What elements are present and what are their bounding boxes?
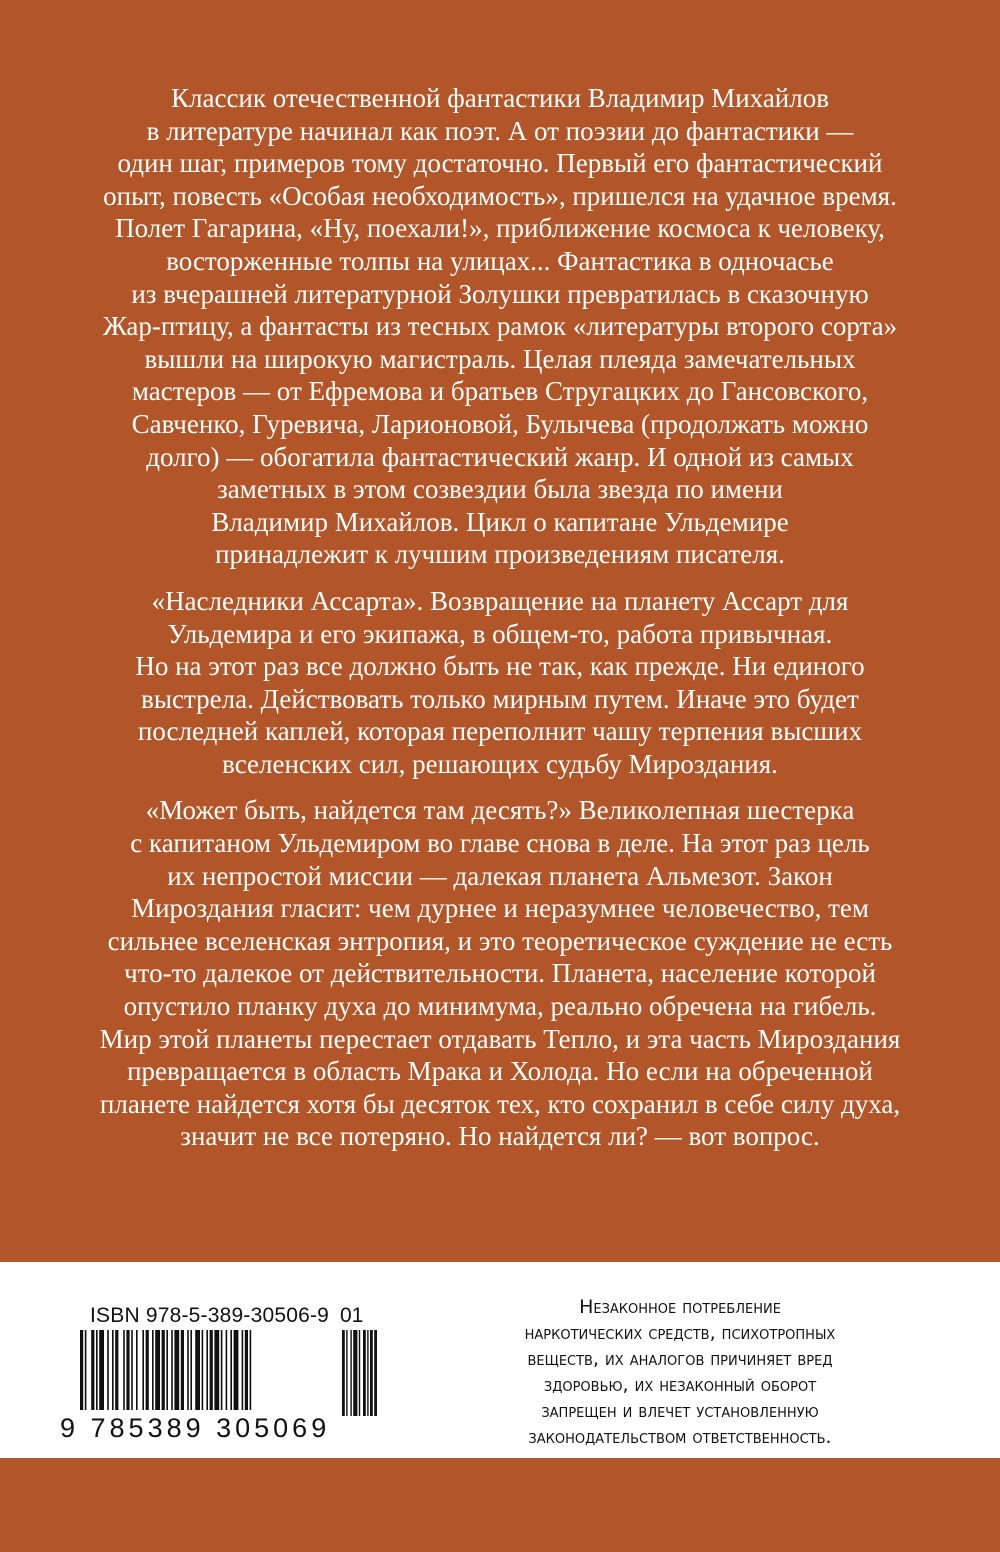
- blurb-line: вышли на широкую магистраль. Целая плеяда замечательных: [144, 343, 856, 374]
- warning-line: запрещен и влечет установленную: [541, 1400, 819, 1422]
- barcode-addon: 01: [340, 1304, 364, 1327]
- warning-line: здоровью, их незаконный оборот: [543, 1374, 817, 1396]
- blurb-line: опустило планку духа до минимума, реально обречена на гибель.: [123, 991, 877, 1022]
- blurb-line: восторженные толпы на улицах... Фантастика в одночасье: [166, 245, 834, 276]
- blurb-line: Жар-птицу, а фантасты из тесных рамок «литературы второго сорта»: [102, 311, 898, 342]
- warning-line: веществ, их аналогов причиняет вред: [527, 1348, 833, 1370]
- blurb-line: один шаг, примеров тому достаточно. Первый его фантастический: [117, 148, 883, 179]
- blurb-line: их непростой миссии — далекая планета Альмезот. Закон: [167, 860, 833, 891]
- blurb-line: Полет Гагарина, «Ну, поехали!», приближение космоса к человеку,: [115, 213, 885, 244]
- blurb-line: Мир этой планеты перестает отдавать Тепло, и эта часть Мироздания: [99, 1023, 901, 1054]
- blurb-line: планете найдется хотя бы десяток тех, кто сохранил в себе силу духа,: [99, 1088, 901, 1119]
- blurb-line: выстрела. Действовать только мирным путем. Иначе это будет: [141, 683, 859, 714]
- warning-line: законодательством ответственность.: [528, 1426, 832, 1448]
- warning-line: Незаконное потребление: [579, 1296, 781, 1318]
- blurb-line: последней каплей, которая переполнит чашу терпения высших: [137, 716, 863, 747]
- blurb-line: Владимир Михайлов. Цикл о капитане Ульдемире: [211, 506, 789, 537]
- blurb-paragraph-1: [40, 82, 960, 571]
- blurb-line: «Наследники Ассарта». Возвращение на планету Ассарт для: [151, 585, 849, 616]
- blurb-paragraph-3: [40, 794, 960, 1153]
- barcode-icon: [80, 1330, 380, 1416]
- blurb-line: опыт, повесть «Особая необходимость», пришелся на удачное время.: [103, 180, 897, 211]
- back-cover-blurb: [40, 82, 960, 1167]
- legal-band: [0, 1262, 1000, 1458]
- isbn-label: ISBN 978-5-389-30506-9: [90, 1304, 330, 1327]
- blurb-line: Но на этот раз все должно быть не так, как прежде. Ни единого: [135, 651, 865, 682]
- blurb-line: заметных в этом созвездии была звезда по имени: [217, 474, 783, 505]
- blurb-line: вселенских сил, решающих судьбу Мироздания.: [222, 748, 778, 779]
- blurb-line: Классик отечественной фантастики Владимир Михайлов: [171, 83, 829, 113]
- blurb-line: в литературе начинал как поэт. А от поэзии до фантастики —: [146, 115, 854, 146]
- blurb-line: из вчерашней литературной Золушки превратилась в сказочную: [131, 278, 869, 309]
- blurb-line: сильнее вселенская энтропия, и это теоретическое суждение не есть: [107, 925, 893, 956]
- blurb-line: долго) — обогатила фантастический жанр. И одной из самых: [146, 441, 854, 472]
- health-warning: [440, 1294, 920, 1450]
- barcode-digits: 9 785389 305069: [60, 1413, 331, 1443]
- blurb-line: принадлежит к лучшим произведениям писателя.: [215, 539, 785, 570]
- blurb-line: с капитаном Ульдемиром во главе снова в деле. На этот раз цель: [130, 828, 870, 859]
- blurb-line: значит не все потеряно. Но найдется ли? — вот вопрос.: [180, 1121, 820, 1152]
- blurb-paragraph-2: [40, 585, 960, 781]
- blurb-line: мастеров — от Ефремова и братьев Стругацких до Гансовского,: [131, 376, 869, 407]
- warning-line: наркотических средств, психотропных: [524, 1322, 836, 1344]
- blurb-line: «Может быть, найдется там десять?» Великолепная шестерка: [145, 795, 855, 826]
- blurb-line: что-то далекое от действительности. Планета, население которой: [124, 958, 876, 989]
- blurb-line: Савченко, Гуревича, Ларионовой, Булычева (продолжать можно: [131, 408, 869, 439]
- blurb-line: Мироздания гласит: чем дурнее и неразумнее человечество, тем: [131, 893, 869, 924]
- blurb-line: превращается в область Мрака и Холода. Но если на обреченной: [127, 1056, 873, 1087]
- blurb-line: Ульдемира и его экипажа, в общем-то, работа привычная.: [167, 618, 833, 649]
